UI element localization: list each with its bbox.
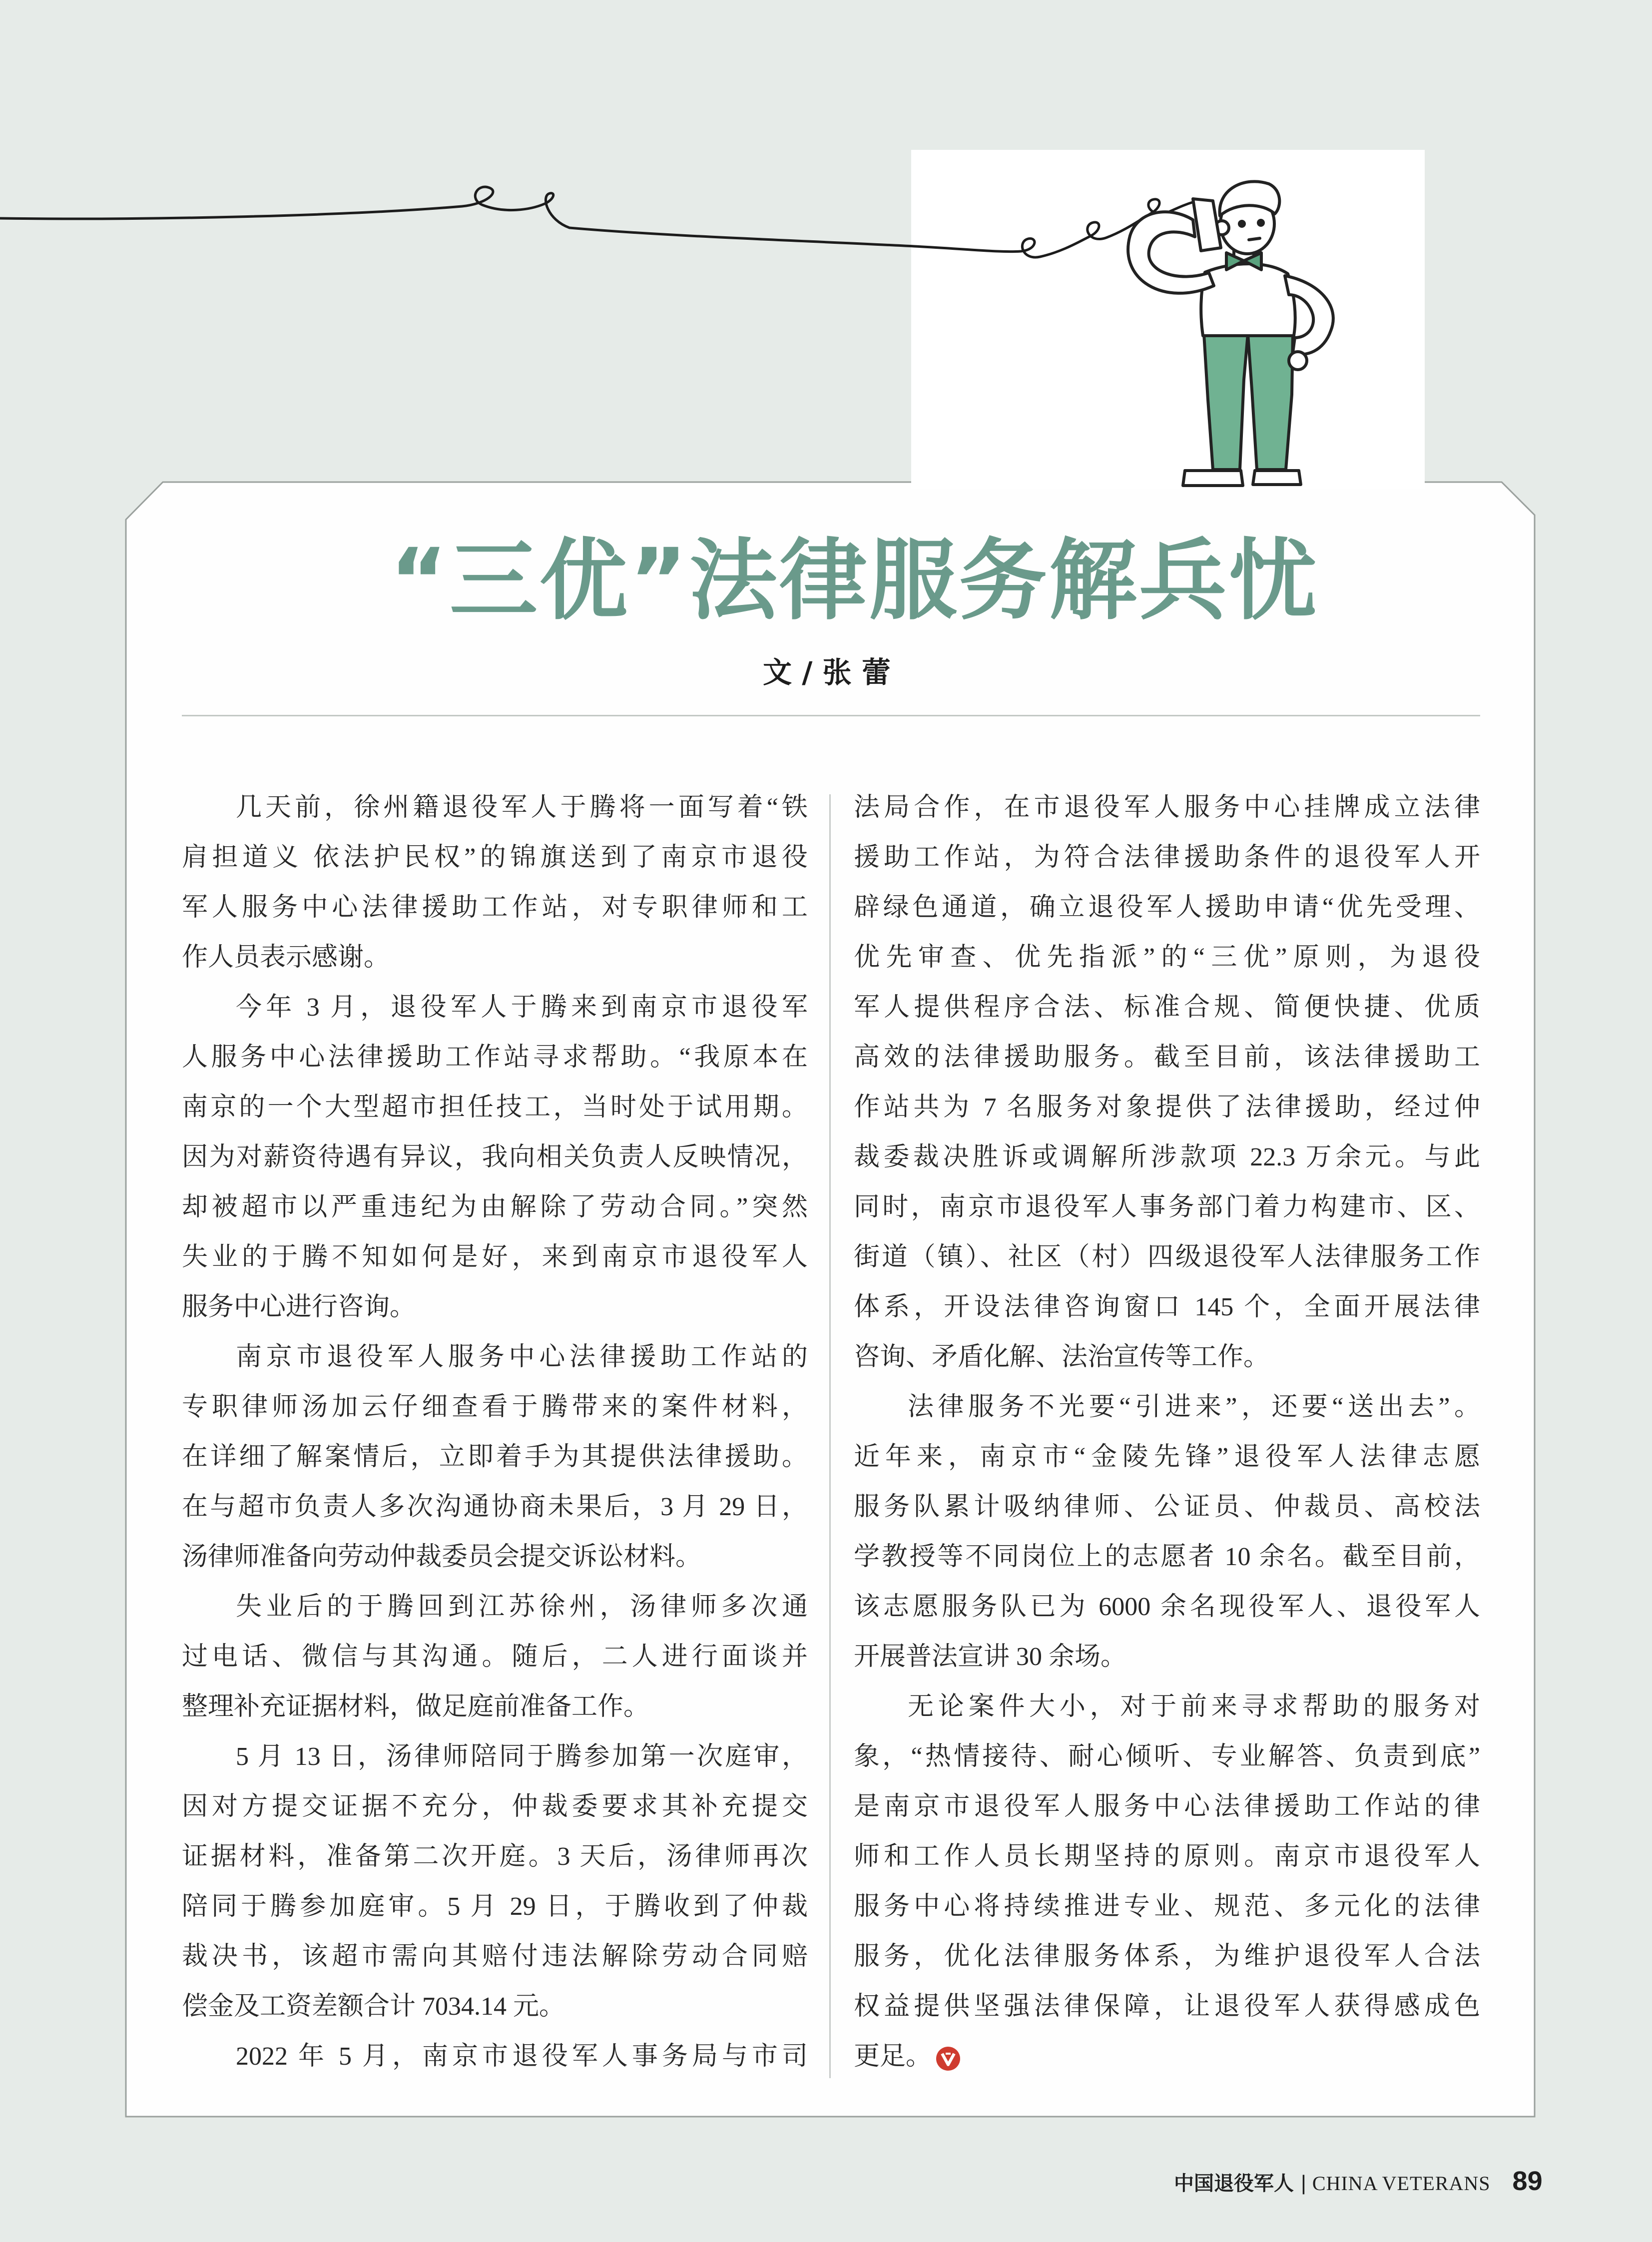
china-veterans-logo-icon <box>936 2046 961 2071</box>
body-text-line: 援助工作站，为符合法律援助条件的退役军人开 <box>854 843 1480 872</box>
eye-left <box>1239 221 1244 226</box>
page-footer <box>1174 2166 1543 2197</box>
body-text-line: 偿金及工资差额合计 7034.14 元。 <box>182 1992 565 2021</box>
pants-left-leg <box>1204 334 1248 470</box>
body-text-line: 失业后的于腾回到江苏徐州，汤律师多次通 <box>236 1593 808 1621</box>
body-text-line: 裁决书，该超市需向其赔付违法解除劳动合同赔 <box>182 1942 808 1971</box>
body-text-line: 在与超市负责人多次沟通协商未果后，3 月 29 日， <box>182 1493 808 1521</box>
body-text-final: 更足。 <box>854 2042 932 2071</box>
title-rule <box>182 715 1480 716</box>
body-text-line: 开展普法宣讲 30 余场。 <box>854 1643 1127 1671</box>
body-text-line: 因为对薪资待遇有异议，我向相关负责人反映情况， <box>182 1143 808 1171</box>
illustration-panel <box>911 150 1425 489</box>
body-text-line: 服务队累计吸纳律师、公证员、仲裁员、高校法 <box>854 1493 1480 1521</box>
body-text-line: 南京市退役军人服务中心法律援助工作站的 <box>236 1343 808 1371</box>
body-text-line: 因对方提交证据不充分，仲裁委要求其补充提交 <box>182 1792 808 1821</box>
body-text-line: 无论案件大小，对于前来寻求帮助的服务对 <box>908 1692 1480 1721</box>
body-text-line: 法局合作，在市退役军人服务中心挂牌成立法律 <box>854 793 1480 822</box>
body-text-line: 2022 年 5 月，南京市退役军人事务局与市司 <box>236 2042 808 2071</box>
body-text-line: 几天前，徐州籍退役军人于腾将一面写着“铁 <box>236 793 808 822</box>
left-shoe <box>1183 471 1243 486</box>
magazine-name-en: CHINA VETERANS <box>1312 2172 1491 2195</box>
body-text-line: 咨询、矛盾化解、法治宣传等工作。 <box>854 1343 1270 1371</box>
body-text-line: 该志愿服务队已为 6000 余名现役军人、退役军人 <box>854 1593 1480 1621</box>
page-number: 89 <box>1512 2166 1543 2196</box>
body-text-line: 体系，开设法律咨询窗口 145 个，全面开展法律 <box>854 1293 1480 1321</box>
body-text-line: 军人服务中心法律援助工作站，对专职律师和工 <box>182 893 808 922</box>
mouth <box>1249 238 1260 240</box>
body-text-line: 却被超市以严重违纪为由解除了劳动合同。”突然 <box>182 1193 808 1221</box>
body-text-line: 过电话、微信与其沟通。随后，二人进行面谈并 <box>182 1643 808 1671</box>
body-text-line: 人服务中心法律援助工作站寻求帮助。“我原本在 <box>182 1043 808 1072</box>
body-text-line: 专职律师汤加云仔细查看于腾带来的案件材料， <box>182 1393 808 1421</box>
article-title: “三优”法律服务解兵忧 <box>390 530 1319 632</box>
eye-right <box>1258 220 1263 225</box>
body-text-line: 军人提供程序合法、标准合规、简便快捷、优质 <box>854 993 1480 1022</box>
body-text-line: 服务，优化法律服务体系，为维护退役军人合法 <box>854 1942 1480 1971</box>
pants-right-leg <box>1248 334 1293 470</box>
body-text-line: 权益提供坚强法律保障，让退役军人获得感成色 <box>854 1992 1480 2021</box>
body-text-line: 汤律师准备向劳动仲裁委员会提交诉讼材料。 <box>182 1543 702 1571</box>
right-text-column <box>854 783 1480 2082</box>
body-text-line: 学教授等不同岗位上的志愿者 10 余名。截至目前， <box>854 1543 1480 1571</box>
body-text-line: 师和工作人员长期坚持的原则。南京市退役军人 <box>854 1842 1480 1871</box>
body-text-line: 失业的于腾不知如何是好，来到南京市退役军人 <box>182 1243 808 1271</box>
body-text-line: 是南京市退役军人服务中心法律援助工作站的律 <box>854 1792 1480 1821</box>
magazine-name-cn: 中国退役军人 <box>1174 2172 1294 2195</box>
body-text-line: 象，“热情接待、耐心倾听、专业解答、负责到底” <box>854 1742 1480 1771</box>
body-text-line: 服务中心将持续推进专业、规范、多元化的法律 <box>854 1892 1480 1921</box>
body-text-line: 辟绿色通道，确立退役军人援助申请“优先受理、 <box>854 893 1480 922</box>
body-text-line: 法律服务不光要“引进来”，还要“送出去”。 <box>908 1393 1480 1421</box>
body-text-line: 裁委裁决胜诉或调解所涉款项 22.3 万余元。与此 <box>854 1143 1480 1171</box>
right-shoe <box>1253 471 1301 485</box>
body-text-line: 证据材料，准备第二次开庭。3 天后，汤律师再次 <box>182 1842 808 1871</box>
body-text-line: 近年来，南京市“金陵先锋”退役军人法律志愿 <box>854 1443 1480 1471</box>
shirt <box>1201 264 1295 336</box>
article-byline: 文 / 张 蕾 <box>763 655 891 689</box>
hip-hand <box>1289 352 1307 370</box>
body-text-line: 服务中心进行咨询。 <box>182 1293 416 1321</box>
footer-separator: | <box>1301 2171 1306 2195</box>
body-text-line: 同时，南京市退役军人事务部门着力构建市、区、 <box>854 1193 1480 1221</box>
column-divider <box>829 794 831 2078</box>
body-text-line: 作人员表示感谢。 <box>182 943 390 972</box>
left-text-column <box>182 783 808 2082</box>
body-text-line: 5 月 13 日，汤律师陪同于腾参加第一次庭审， <box>236 1742 808 1771</box>
body-text-line: 南京的一个大型超市担任技工，当时处于试用期。 <box>182 1093 808 1121</box>
body-text-line: 高效的法律援助服务。截至目前，该法律援助工 <box>854 1043 1480 1072</box>
body-text-line: 街道（镇）、社区（村）四级退役军人法律服务工作 <box>854 1243 1480 1271</box>
body-text-line: 整理补充证据材料，做足庭前准备工作。 <box>182 1692 650 1721</box>
body-text-line: 今年 3 月，退役军人于腾来到南京市退役军 <box>236 993 808 1022</box>
body-text-line: 肩担道义 依法护民权”的锦旗送到了南京市退役 <box>182 843 808 872</box>
body-text-line-final <box>854 2032 1480 2082</box>
body-text-line: 陪同于腾参加庭审。5 月 29 日，于腾收到了仲裁 <box>182 1892 808 1921</box>
body-text-line: 优先审查、优先指派”的“三优”原则，为退役 <box>854 943 1480 972</box>
body-text-line: 在详细了解案情后，立即着手为其提供法律援助。 <box>182 1443 808 1471</box>
body-text-line: 作站共为 7 名服务对象提供了法律援助，经过仲 <box>854 1093 1480 1121</box>
